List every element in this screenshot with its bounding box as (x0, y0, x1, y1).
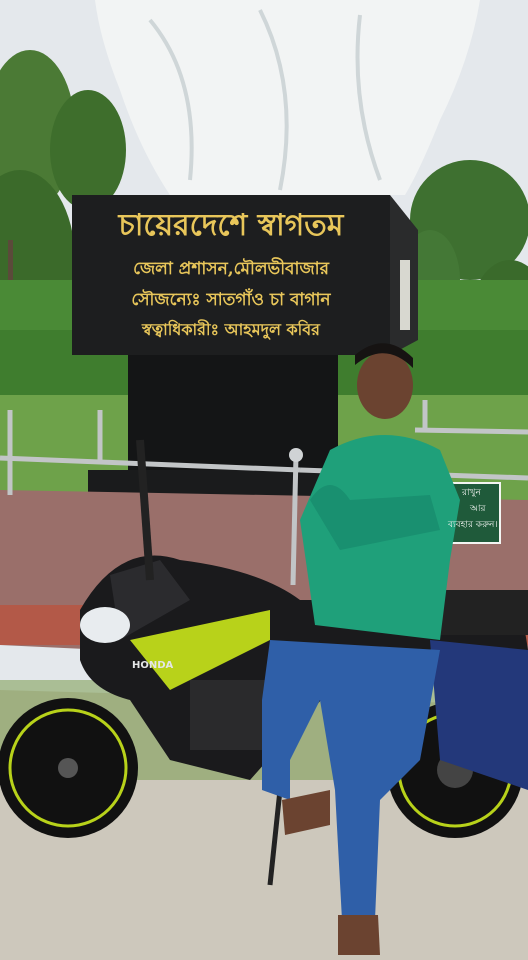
plaque-line-owner: স্বত্বাধিকারীঃ আহমদুল কবির (142, 320, 320, 339)
sign-line-1: রাখুন (462, 488, 481, 498)
plaque-title: চায়েরদেশে স্বাগতম (118, 208, 344, 243)
sign-line-2: আর (470, 504, 486, 514)
honda-logo-text: HONDA (132, 660, 174, 671)
pedestal (128, 355, 338, 475)
plaque-line-district: জেলা প্রশাসন,মৌলভীবাজার (133, 259, 329, 279)
sign-line-3: ব্যবহার করুন। (448, 520, 498, 530)
plaque-line-courtesy: সৌজন্যেঃ সাতগাঁও চা বাগান (131, 290, 331, 310)
